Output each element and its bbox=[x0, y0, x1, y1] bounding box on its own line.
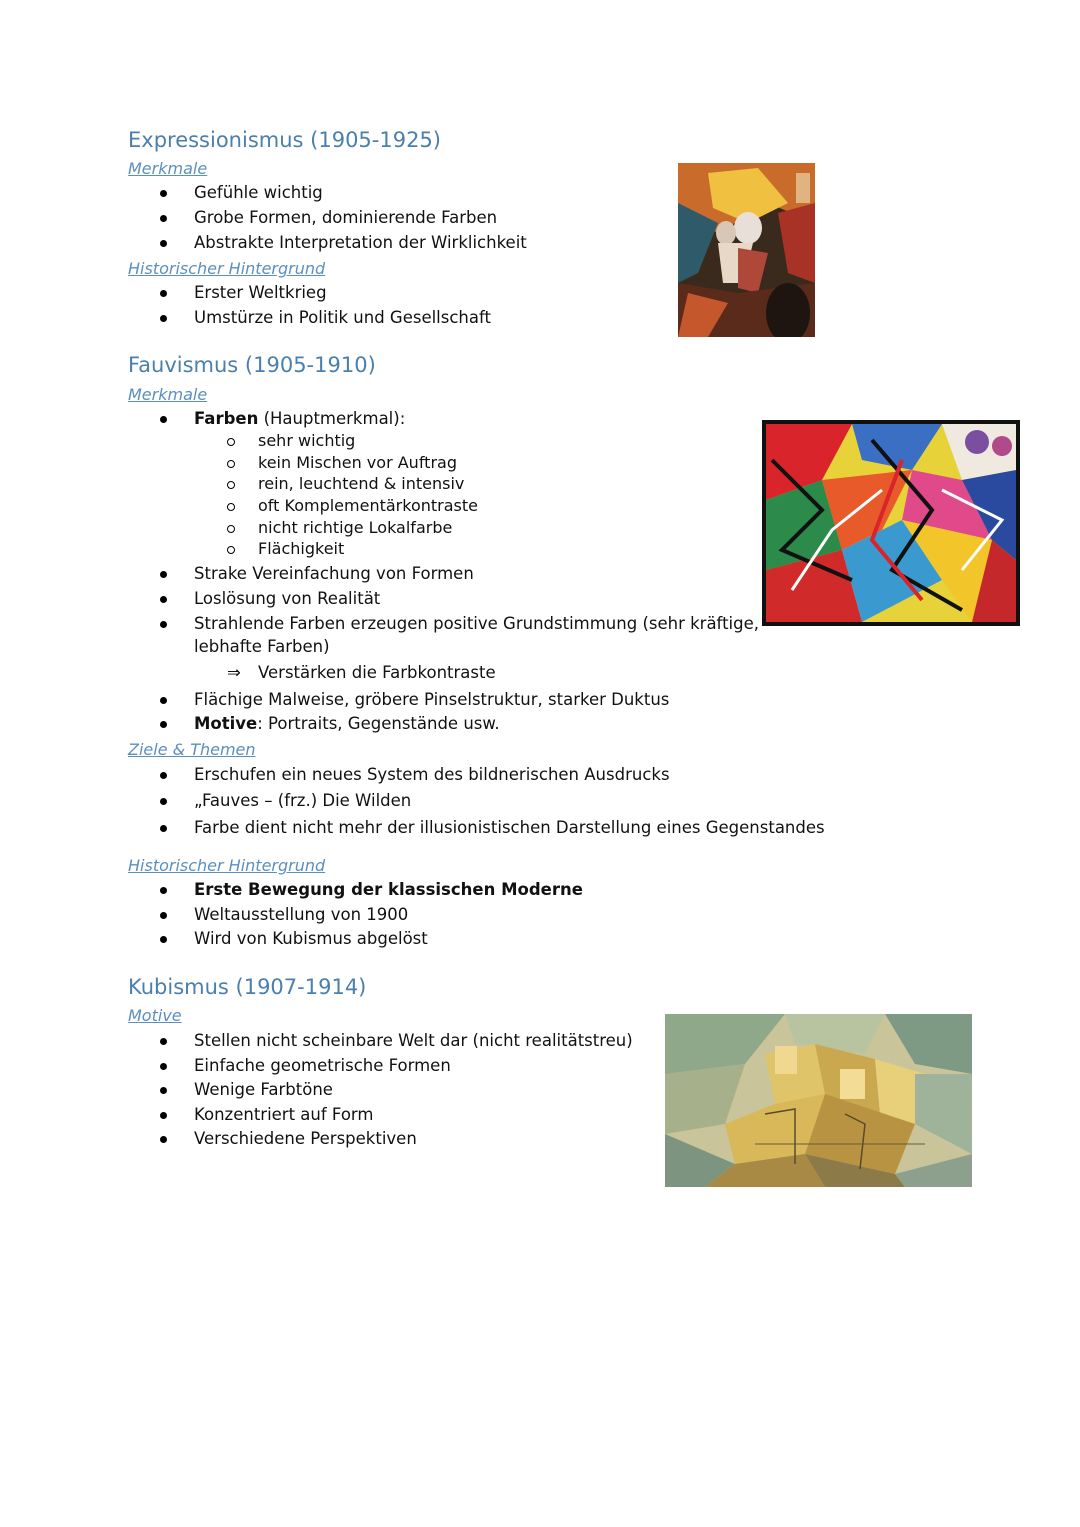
kubismus-motive-heading: Motive bbox=[128, 1006, 182, 1025]
fauvism-painting bbox=[762, 420, 1020, 626]
fauvismus-merkmale-heading: Merkmale bbox=[128, 385, 208, 404]
expressionismus-title: Expressionismus (1905-1925) bbox=[128, 128, 442, 152]
fauvismus-hintergrund-heading: Historischer Hintergrund bbox=[128, 856, 326, 875]
expressionismus-hintergrund-heading: Historischer Hintergrund bbox=[128, 259, 326, 278]
arrow-icon: ⇒ bbox=[227, 663, 241, 682]
expressionism-painting bbox=[678, 163, 815, 337]
expressionismus-merkmale-heading: Merkmale bbox=[128, 159, 208, 178]
fauvismus-ziele-heading: Ziele & Themen bbox=[128, 740, 256, 759]
fauvismus-title: Fauvismus (1905-1910) bbox=[128, 353, 376, 377]
kubismus-title: Kubismus (1907-1914) bbox=[128, 975, 367, 999]
cubism-painting bbox=[665, 1014, 972, 1187]
